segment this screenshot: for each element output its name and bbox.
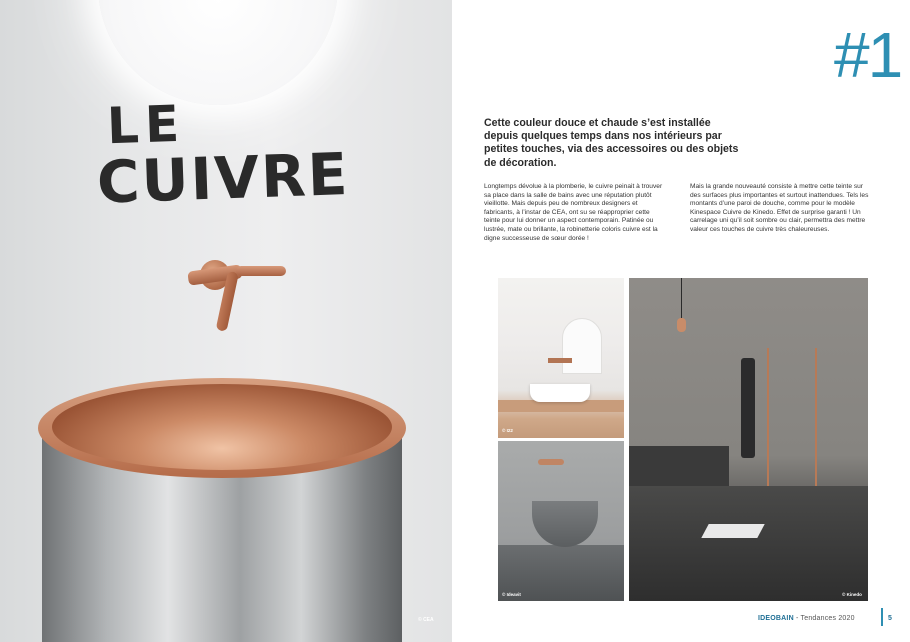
- body-column-2: Mais la grande nouveauté consiste à mettre cette teinte sur des surfaces plus importantes et surtout inattendues. Tels les montants d’une paroi de douche, comme pour le modèle Kinespace Cuivre de Kinedo. Effet de surprise garanti ! Un carrelage uni qu’il soit sombre ou clair, permettra des mettre valeur ces touches de cuivre très chaleureuses.: [690, 183, 869, 233]
- copper-spout: [236, 266, 286, 276]
- photo-credit-a: © I22: [502, 428, 513, 433]
- footer-brand: [758, 615, 855, 622]
- white-sink: [530, 384, 590, 402]
- footer-page-number: 5: [888, 615, 892, 622]
- photo-shower-room: [629, 278, 868, 601]
- footer-divider: [881, 608, 883, 626]
- copper-basin-inner: [52, 384, 392, 470]
- photo-grey-bowl: [498, 441, 624, 601]
- dark-vanity: [629, 446, 729, 486]
- round-mirror: [98, 0, 338, 105]
- copper-tap: [548, 358, 572, 363]
- body-column-1: Longtemps dévolue à la plomberie, le cuivre peinait à trouver sa place dans la salle de bains avec une réputation plutôt vieillotte. Mais depuis peu de nombreux designers et fabricants, à l’instar de CEA, ont su se réapproprier cette teinte pour lui donner un aspect contemporain. Patinée ou lustrée, mate ou brillante, la robinetterie coloris cuivre est la digne successeuse de sœur dorée !: [484, 183, 663, 242]
- pendant-wire: [681, 278, 682, 320]
- copper-shower-frame: [767, 348, 769, 508]
- shower-panel: [741, 358, 755, 458]
- photo-white-sink: [498, 278, 624, 438]
- copper-shower-frame: [815, 348, 817, 498]
- headline-line1: LE: [106, 94, 187, 156]
- pendant-lamp: [677, 318, 686, 332]
- section-number: #1: [834, 19, 902, 91]
- headline: [94, 91, 368, 217]
- dark-floor: [629, 486, 868, 601]
- photo-credit-left: © CEA: [418, 617, 434, 623]
- bath-mat: [701, 524, 764, 538]
- footer-brand-name: IDEOBAIN: [758, 615, 794, 622]
- arched-window: [562, 318, 602, 374]
- lead-paragraph: Cette couleur douce et chaude s’est installée depuis quelques temps dans nos intérieurs par petites touches, via des accessoires ou des objets de décoration.: [484, 117, 739, 169]
- right-page-article: [458, 0, 910, 642]
- grey-bowl: [532, 501, 598, 547]
- copper-tap: [538, 459, 564, 465]
- headline-line2: CUIVRE: [95, 139, 351, 217]
- left-page-photo: [0, 0, 452, 642]
- footer-subtitle: - Tendances 2020: [793, 615, 855, 622]
- photo-credit-b: © Ideavit: [502, 592, 521, 597]
- photo-credit-c: © Kinedo: [842, 592, 862, 597]
